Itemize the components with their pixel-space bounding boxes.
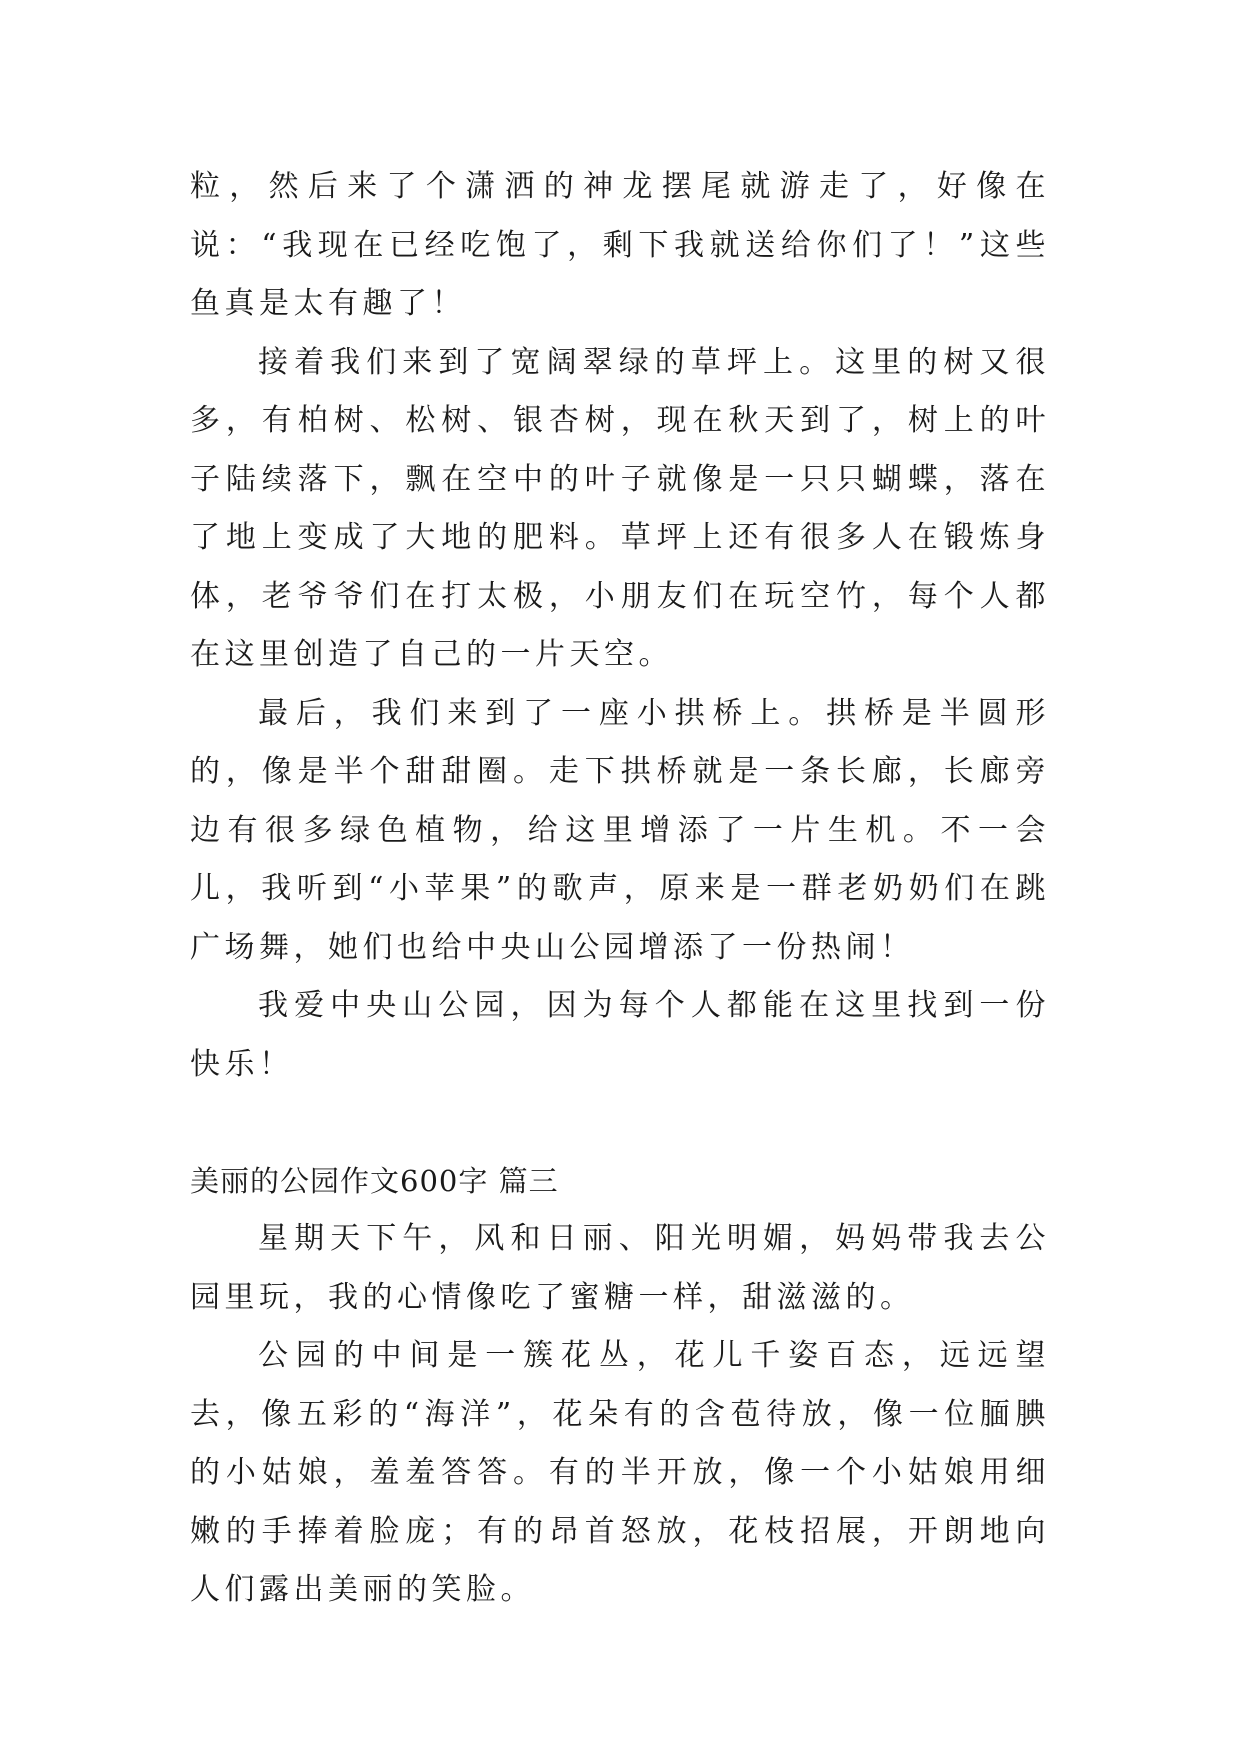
paragraph-flowers: 公园的中间是一簇花丛，花儿千姿百态，远远望去，像五彩的“海洋”，花朵有的含苞待放，像一位腼腆的小姑娘，羞羞答答。有的半开放，像一个小姑娘用细嫩的手捧着脸庞；有的昂首怒放，花枝招展，开朗地向人们露出美丽的笑脸。 — [190, 1338, 1050, 1607]
document-body — [190, 158, 1050, 1620]
section-title: 美丽的公园作文600字 篇三 — [190, 1164, 559, 1198]
paragraph-love-park: 我爱中央山公园，因为每个人都能在这里找到一份快乐！ — [190, 988, 1050, 1082]
paragraph-fish-ending: 粒，然后来了个潇洒的神龙摆尾就游走了，好像在说：“我现在已经吃饱了，剩下我就送给你们了！”这些鱼真是太有趣了！ — [190, 169, 1050, 321]
paragraph-arch-bridge: 最后，我们来到了一座小拱桥上。拱桥是半圆形的，像是半个甜甜圈。走下拱桥就是一条长廊，长廊旁边有很多绿色植物，给这里增添了一片生机。不一会儿，我听到“小苹果”的歌声，原来是一群老奶奶们在跳广场舞，她们也给中央山公园增添了一份热闹！ — [190, 695, 1050, 965]
paragraph-lawn: 接着我们来到了宽阔翠绿的草坪上。这里的树又很多，有柏树、松树、银杏树，现在秋天到了，树上的叶子陆续落下，飘在空中的叶子就像是一只只蝴蝶，落在了地上变成了大地的肥料。草坪上还有很多人在锻炼身体，老爷爷们在打太极，小朋友们在玩空竹，每个人都在这里创造了自己的一片天空。 — [190, 344, 1050, 672]
section-gap — [190, 1094, 1050, 1152]
paragraph-sunday: 星期天下午，风和日丽、阳光明媚，妈妈带我去公园里玩，我的心情像吃了蜜糖一样，甜滋滋的。 — [190, 1221, 1050, 1315]
